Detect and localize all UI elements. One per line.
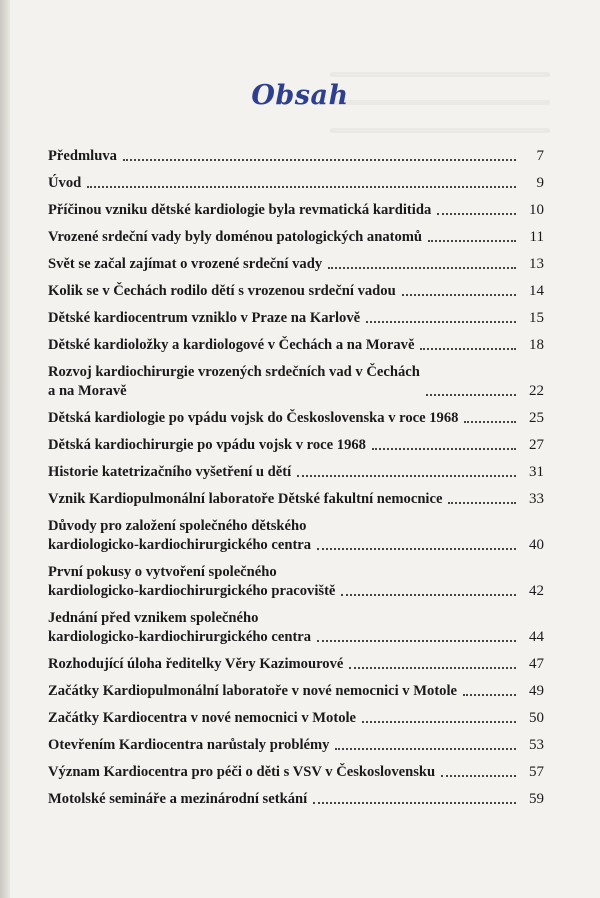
toc-entry-title	[48, 436, 366, 455]
toc-entry-title	[48, 609, 311, 647]
toc-entry-title-line: Rozvoj kardiochirurgie vrozených srdečních vad v Čechách	[48, 364, 420, 380]
toc-entry-title	[48, 363, 420, 401]
toc-entry[interactable]	[48, 363, 544, 401]
dot-leader	[335, 748, 516, 750]
toc-entry-title-line: Důvody pro založení společného dětského	[48, 518, 307, 534]
toc-entry[interactable]	[48, 228, 544, 247]
toc-entry-title	[48, 790, 307, 809]
page-number: 15	[529, 310, 544, 326]
page-number: 10	[529, 202, 544, 218]
toc-entry[interactable]	[48, 563, 544, 601]
toc-entry[interactable]	[48, 309, 544, 328]
toc-entry-title	[48, 490, 442, 509]
page-title: Obsah	[251, 80, 349, 112]
toc-entry[interactable]	[48, 736, 544, 755]
dot-leader	[420, 348, 516, 350]
toc-entry-title	[48, 147, 117, 166]
toc-entry[interactable]	[48, 282, 544, 301]
toc-entry[interactable]	[48, 147, 544, 166]
dot-leader	[441, 775, 516, 777]
dot-leader	[317, 640, 516, 642]
page-number: 47	[529, 656, 544, 672]
toc-entry[interactable]	[48, 436, 544, 455]
page-number: 42	[529, 583, 544, 599]
page-number: 11	[529, 229, 544, 245]
toc-entry-title-line: Předmluva	[48, 148, 117, 164]
dot-leader	[349, 667, 516, 669]
toc-entry-title	[48, 282, 396, 301]
toc-entry-title-line: Úvod	[48, 175, 82, 191]
dot-leader	[463, 694, 516, 696]
toc-entry-title-line: Dětské kardiocentrum vzniklo v Praze na Karlově	[48, 310, 361, 326]
toc-entry-title-line: kardiologicko-kardiochirurgického centra	[48, 537, 312, 553]
toc-entry-title-line: Svět se začal zajímat o vrozené srdeční vady	[48, 256, 323, 272]
toc-entry[interactable]	[48, 201, 544, 220]
dot-leader	[87, 186, 516, 188]
toc-entry[interactable]	[48, 336, 544, 355]
toc-entry-title-line: Motolské semináře a mezinárodní setkání	[48, 791, 308, 807]
toc-entry-title	[48, 309, 360, 328]
toc-entry-title-line: Otevřením Kardiocentra narůstaly problémy	[48, 737, 330, 753]
page-number: 14	[529, 283, 544, 299]
toc-entry[interactable]	[48, 763, 544, 782]
page-number: 7	[536, 148, 544, 164]
toc-entry[interactable]	[48, 174, 544, 193]
page-number: 13	[529, 256, 544, 272]
dot-leader	[362, 721, 516, 723]
dot-leader	[328, 267, 516, 269]
page-number: 25	[529, 410, 544, 426]
page-number: 44	[529, 629, 544, 645]
toc-entry-title	[48, 736, 329, 755]
toc-entry-title	[48, 655, 343, 674]
dot-leader	[426, 394, 516, 396]
page-number: 31	[529, 464, 544, 480]
dot-leader	[437, 213, 516, 215]
toc-entry-title	[48, 336, 414, 355]
toc-entry[interactable]	[48, 409, 544, 428]
page-number: 27	[529, 437, 544, 453]
page-number: 53	[529, 737, 544, 753]
toc-entry[interactable]	[48, 682, 544, 701]
dot-leader	[317, 548, 516, 550]
toc-entry-title-line: První pokusy o vytvoření společného	[48, 564, 277, 580]
toc-entry-title-line: Význam Kardiocentra pro péči o děti s VSV v Československu	[48, 764, 436, 780]
toc-entry-title-line: kardiologicko-kardiochirurgického centra	[48, 629, 312, 645]
page-number: 49	[529, 683, 544, 699]
toc-entry-title-line: Dětská kardiologie po vpádu vojsk do Československa v roce 1968	[48, 410, 459, 426]
dot-leader	[464, 421, 516, 423]
toc-entry-title	[48, 682, 457, 701]
toc-entry-title	[48, 463, 291, 482]
dot-leader	[313, 802, 516, 804]
toc-entry-title	[48, 563, 335, 601]
dot-leader	[448, 502, 516, 504]
dot-leader	[297, 475, 516, 477]
dot-leader	[123, 159, 516, 161]
dot-leader	[428, 240, 516, 242]
toc-entry-title	[48, 409, 458, 428]
toc-entry-title-line: Historie katetrizačního vyšetření u dětí	[48, 464, 292, 480]
page-number: 59	[529, 791, 544, 807]
toc-entry-title-line: kardiologicko-kardiochirurgického pracoviště	[48, 583, 336, 599]
toc-entry[interactable]	[48, 790, 544, 809]
toc-entry[interactable]	[48, 517, 544, 555]
toc-entry-title-line: Začátky Kardiocentra v nové nemocnici v Motole	[48, 710, 357, 726]
page-number: 33	[529, 491, 544, 507]
toc-entry-title	[48, 255, 322, 274]
page-number: 40	[529, 537, 544, 553]
toc-entry-title-line: Dětská kardiochirurgie po vpádu vojsk v roce 1968	[48, 437, 366, 453]
toc-entry-title-line: Rozhodující úloha ředitelky Věry Kazimourové	[48, 656, 344, 672]
toc-entry[interactable]	[48, 463, 544, 482]
page-number: 18	[529, 337, 544, 353]
toc-entry-title-line: a na Moravě	[48, 383, 127, 399]
dot-leader	[402, 294, 516, 296]
toc-entry-title-line: Začátky Kardiopulmonální laboratoře v nové nemocnici v Motole	[48, 683, 458, 699]
toc-entry[interactable]	[48, 609, 544, 647]
toc-entry-title	[48, 228, 422, 247]
toc-entry[interactable]	[48, 490, 544, 509]
toc-entry-title-line: Kolik se v Čechách rodilo dětí s vrozenou srdeční vadou	[48, 283, 396, 299]
toc-entry-title-line: Příčinou vzniku dětské kardiologie byla revmatická karditida	[48, 202, 432, 218]
dot-leader	[341, 594, 516, 596]
toc-entry-title-line: Vznik Kardiopulmonální laboratoře Dětské fakultní nemocnice	[48, 491, 443, 507]
book-spine-shadow	[0, 0, 10, 898]
dot-leader	[366, 321, 516, 323]
toc-entry-title	[48, 174, 81, 193]
toc-entry-title	[48, 201, 431, 220]
page-number: 9	[536, 175, 544, 191]
page-number: 50	[529, 710, 544, 726]
toc-entry-title-line: Vrozené srdeční vady byly doménou patologických anatomů	[48, 229, 423, 245]
toc-entry[interactable]	[48, 709, 544, 728]
toc-entry-title	[48, 517, 311, 555]
toc-entry-title	[48, 763, 435, 782]
toc-entry-title	[48, 709, 356, 728]
dot-leader	[372, 448, 516, 450]
toc-entry[interactable]	[48, 655, 544, 674]
page-number: 22	[529, 383, 544, 399]
toc-entry-title-line: Dětské kardioložky a kardiologové v Čechách a na Moravě	[48, 337, 415, 353]
table-of-contents	[48, 147, 544, 817]
page-number: 57	[529, 764, 544, 780]
toc-entry-title-line: Jednání před vznikem společného	[48, 610, 259, 626]
toc-entry[interactable]	[48, 255, 544, 274]
